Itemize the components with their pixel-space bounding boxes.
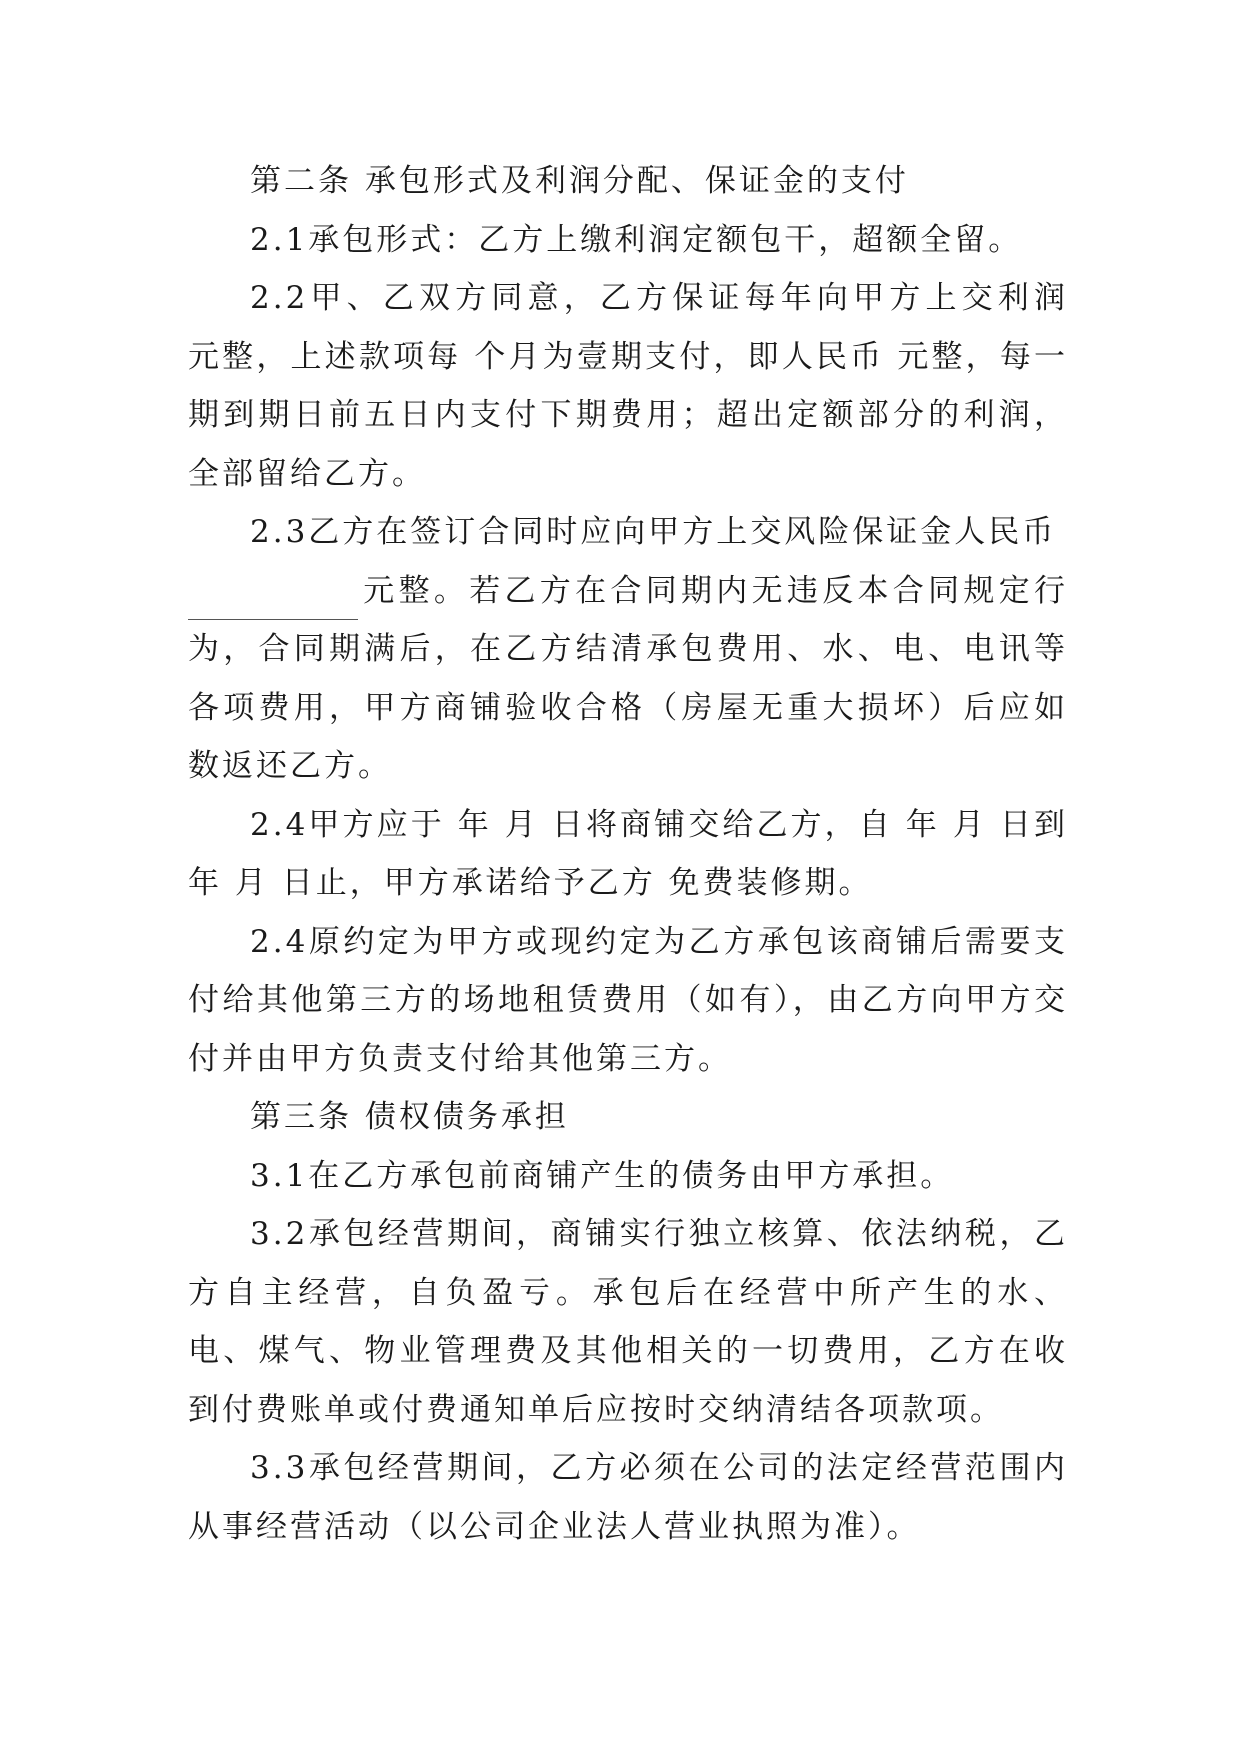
blank-underline <box>188 579 358 620</box>
clause-2-4-b: 2.4原约定为甲方或现约定为乙方承包该商铺后需要支付给其他第三方的场地租赁费用（如有），由乙方向甲方交付并由甲方负责支付给其他第三方。 <box>188 923 1068 1077</box>
clause-3-3: 3.3承包经营期间，乙方必须在公司的法定经营范围内从事经营活动（以公司企业法人营业执照为准）。 <box>188 1450 1068 1545</box>
clause-2-2: 2.2甲、乙双方同意，乙方保证每年向甲方上交利润 元整，上述款项每 个月为壹期支付，即人民币 元整，每一期到期日前五日内支付下期费用；超出定额部分的利润，全部留给乙方。 <box>188 280 1068 492</box>
article-2-heading: 第二条 承包形式及利润分配、保证金的支付 <box>250 163 909 199</box>
document-page <box>188 152 1068 1556</box>
clause-2-3-line1: 2.3乙方在签订合同时应向甲方上交风险保证金人民币 <box>250 514 1057 550</box>
clause-2-3-text: 元整。若乙方在合同期内无违反本合同规定行为，合同期满后，在乙方结清承包费用、水、电、电讯等各项费用，甲方商铺验收合格（房屋无重大损坏）后应如数返还乙方。 <box>188 572 1068 784</box>
clause-3-1: 3.1在乙方承包前商铺产生的债务由甲方承担。 <box>250 1157 955 1194</box>
article-3-heading: 第三条 债权债务承担 <box>250 1099 569 1135</box>
clause-2-4-a: 2.4甲方应于 年 月 日将商铺交给乙方，自 年 月 日到 年 月 日止，甲方承诺给予乙方 免费装修期。 <box>188 806 1068 901</box>
clause-3-2: 3.2承包经营期间，商铺实行独立核算、依法纳税，乙方自主经营，自负盈亏。承包后在经营中所产生的水、电、煤气、物业管理费及其他相关的一切费用，乙方在收到付费账单或付费通知单后应按时交纳清结各项款项。 <box>188 1216 1068 1428</box>
clause-2-3-body <box>188 562 1068 796</box>
clause-2-1: 2.1承包形式：乙方上缴利润定额包干，超额全留。 <box>250 221 1023 258</box>
